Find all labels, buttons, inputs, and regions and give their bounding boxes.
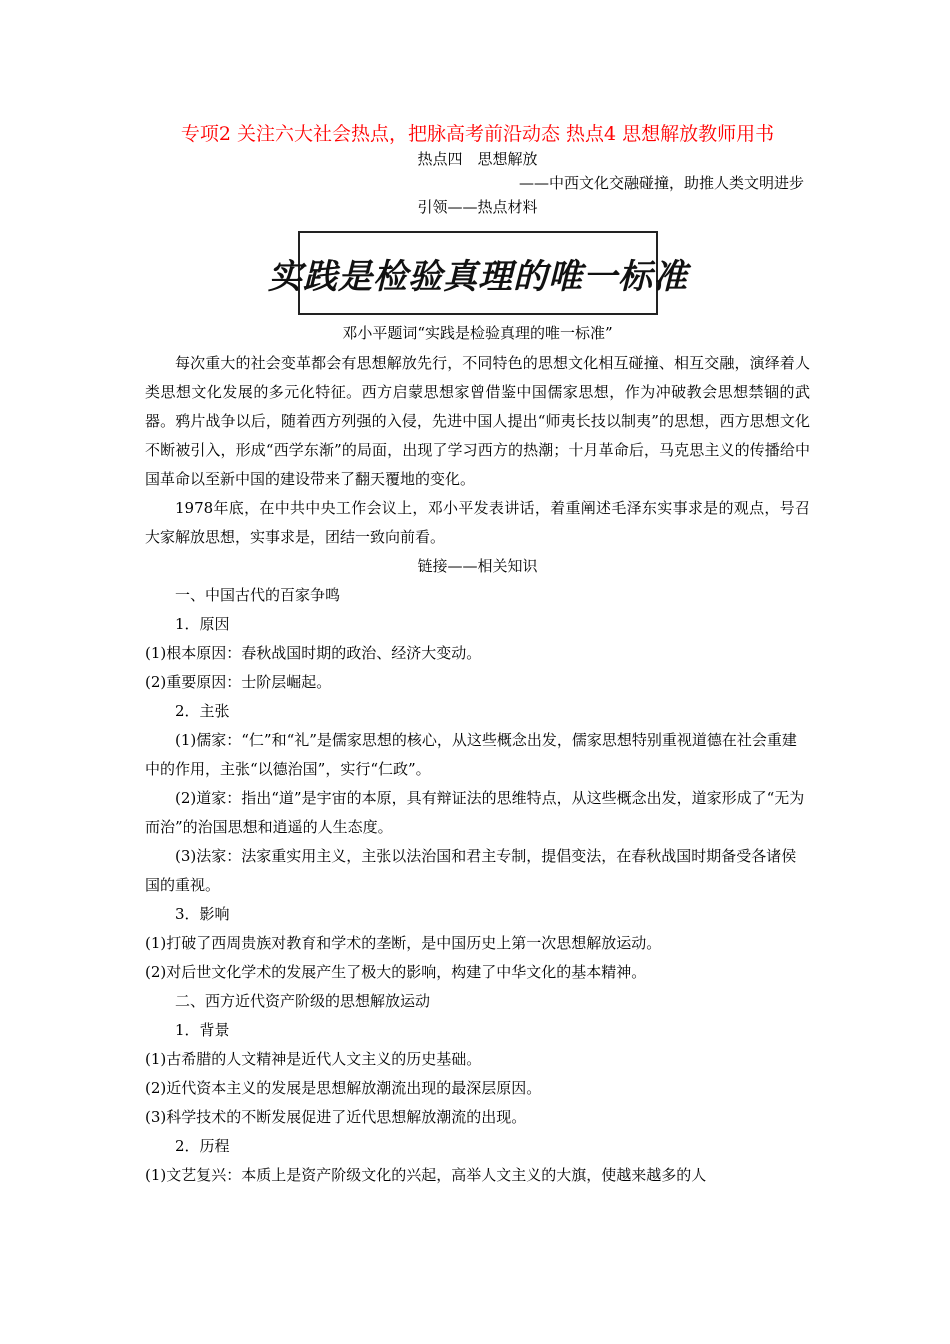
subtitle: ——中西文化交融碰撞，助推人类文明进步 <box>518 174 804 192</box>
section1-impact-item: (2)对后世文化学术的发展产生了极大的影响，构建了中华文化的基本精神。 <box>145 963 647 981</box>
document-title: 专项2 关注六大社会热点，把脉高考前沿动态 热点4 思想解放教师用书 <box>180 123 775 145</box>
section2-background-heading: 1．背景 <box>175 1021 230 1039</box>
section1-cause-item: (1)根本原因：春秋战国时期的政治、经济大变动。 <box>145 644 482 662</box>
section2-process-item: (1)文艺复兴：本质上是资产阶级文化的兴起，高举人文主义的大旗，使越来越多的人 <box>145 1166 707 1184</box>
guide-heading: 引领——热点材料 <box>417 198 538 216</box>
link-heading: 链接——相关知识 <box>417 557 538 575</box>
document-page <box>145 122 810 1190</box>
intro-paragraph-1: 每次重大的社会变革都会有思想解放先行，不同特色的思想文化相互碰撞、相互交融，演绎着人类思想文化发展的多元化特征。西方启蒙思想家曾借鉴中国儒家思想，作为冲破教会思想禁锢的武器。鸦片战争以后，随着西方列强的入侵，先进中国人提出“师夷长技以制夷”的思想，西方思想文化不断被引入，形成“西学东渐”的局面，出现了学习西方的热潮；十月革命后，马克思主义的传播给中国革命以至新中国的建设带来了翻天覆地的变化。 <box>145 354 810 488</box>
section2-process-heading: 2．历程 <box>175 1137 230 1155</box>
section1-impact-item: (1)打破了西周贵族对教育和学术的垄断，是中国历史上第一次思想解放运动。 <box>145 934 662 952</box>
calligraphy-text: 实践是检验真理的唯一标准 <box>267 257 688 297</box>
section1-cause-heading: 1．原因 <box>175 615 230 633</box>
section2-heading: 二、西方近代资产阶级的思想解放运动 <box>175 992 431 1010</box>
hotspot-title: 热点四 思想解放 <box>417 150 538 168</box>
section1-claim-item: (3)法家：法家重实用主义，主张以法治国和君主专制，提倡变法，在春秋战国时期备受各诸侯国的重视。 <box>145 847 797 894</box>
section1-impact-heading: 3．影响 <box>175 905 230 923</box>
section1-claim-item: (1)儒家：“仁”和“礼”是儒家思想的核心，从这些概念出发，儒家思想特别重视道德在社会重建中的作用，主张“以德治国”，实行“仁政”。 <box>145 731 797 778</box>
section1-heading: 一、中国古代的百家争鸣 <box>175 586 341 604</box>
section2-background-item: (1)古希腊的人文精神是近代人文主义的历史基础。 <box>145 1050 482 1068</box>
section1-claim-item: (2)道家：指出“道”是宇宙的本原，具有辩证法的思维特点，从这些概念出发，道家形成了“无为而治”的治国思想和逍遥的人生态度。 <box>145 789 805 836</box>
section2-background-item: (2)近代资本主义的发展是思想解放潮流出现的最深层原因。 <box>145 1079 542 1097</box>
calligraphy-artwork <box>267 242 688 304</box>
section1-claims-heading: 2．主张 <box>175 702 230 720</box>
intro-paragraph-2: 1978年底，在中共中央工作会议上，邓小平发表讲话，着重阐述毛泽东实事求是的观点，号召大家解放思想，实事求是，团结一致向前看。 <box>145 499 810 546</box>
calligraphy-image <box>267 231 688 315</box>
section2-background-item: (3)科学技术的不断发展促进了近代思想解放潮流的出现。 <box>145 1108 527 1126</box>
image-caption: 邓小平题词“实践是检验真理的唯一标准” <box>342 324 613 342</box>
section1-cause-item: (2)重要原因：士阶层崛起。 <box>145 673 332 691</box>
